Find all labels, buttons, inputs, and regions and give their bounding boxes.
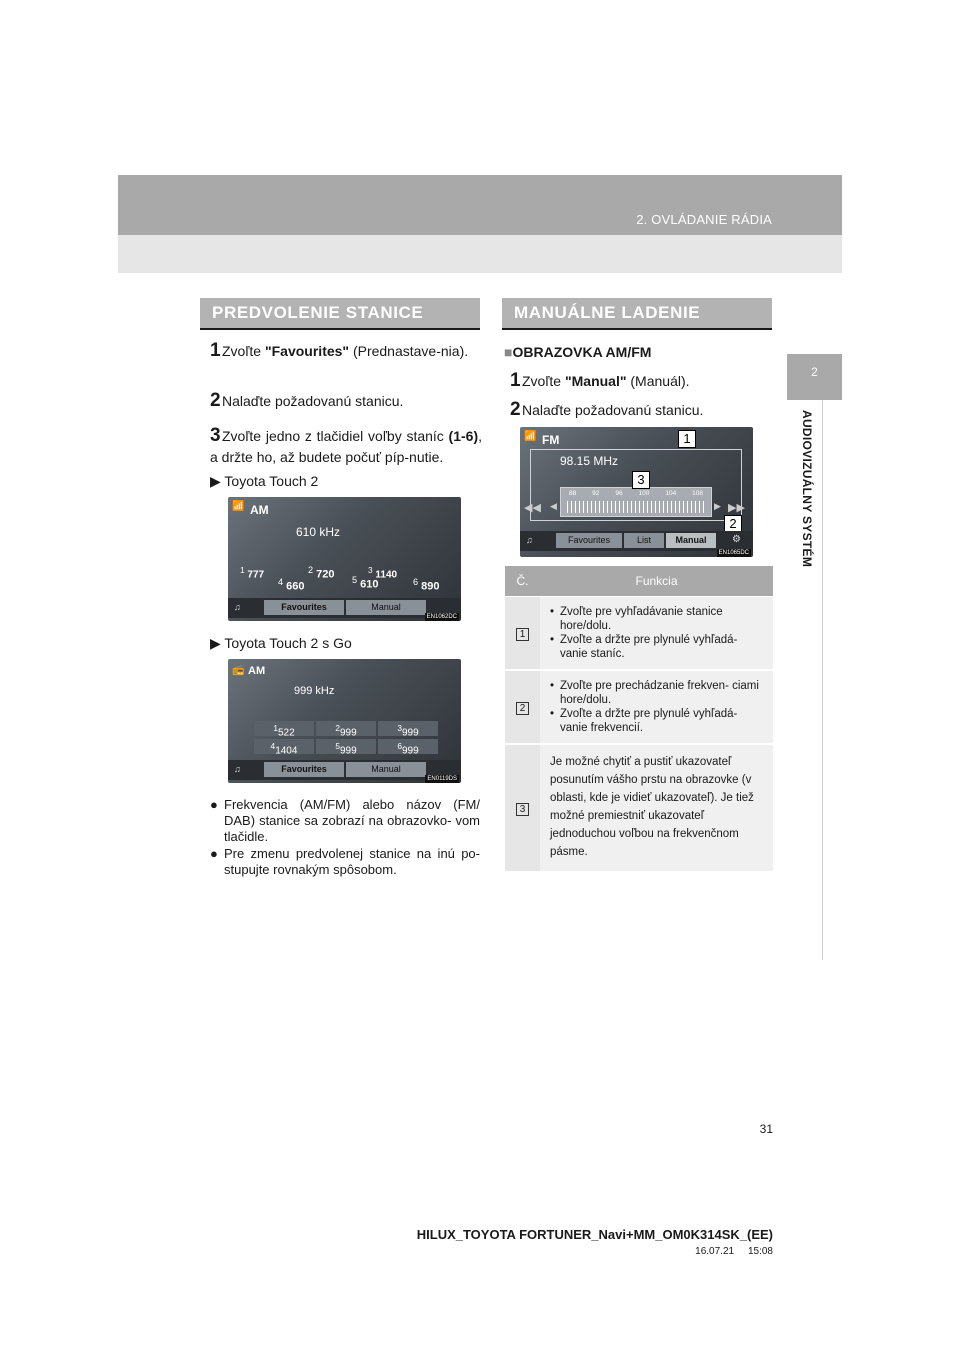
band-label: AM: [248, 665, 266, 677]
preset-1[interactable]: $^1$522: [254, 721, 314, 736]
seek-up-button[interactable]: ▶▶: [728, 502, 745, 514]
triangle-icon: ▶: [210, 635, 221, 651]
tune-up-button[interactable]: ▶: [714, 501, 721, 511]
manual-button[interactable]: Manual: [346, 762, 426, 777]
function-table: [505, 566, 773, 871]
manual-button[interactable]: Manual: [666, 533, 716, 548]
manual-step-1: 1Zvoľte "Manual" (Manuál).: [510, 370, 690, 391]
callout-3: 3: [632, 471, 650, 489]
preset-2[interactable]: $^2$ 720: [308, 565, 335, 581]
settings-icon[interactable]: ⚙: [732, 534, 741, 545]
preset-5[interactable]: $^5$999: [316, 739, 376, 754]
image-code: EN0119DS: [427, 776, 457, 782]
screenshot-touch2-go: [228, 659, 461, 783]
frequency-display: 999 kHz: [294, 685, 335, 697]
square-icon: ■: [504, 344, 513, 360]
step-number: 1: [210, 340, 221, 361]
row-description: Je možné chytiť a pustiť ukazovateľ posunutím vášho prstu na obrazovke (v oblasti, kde je vidieť ukazovateľ). Je tiež možné premiestniť ukazovateľ jednoduchou voľbou na frekvenčnom pásme.: [540, 744, 773, 871]
source-icon[interactable]: ♫: [234, 764, 241, 774]
step-2: 2Nalaďte požadovanú stanicu.: [210, 390, 404, 411]
row-number: 3: [516, 803, 529, 816]
row-number: 1: [516, 628, 529, 641]
preset-4[interactable]: $^4$1404: [254, 739, 314, 754]
screenshot-touch2: [228, 497, 461, 621]
bullet-icon: ●: [210, 797, 218, 812]
table-row: [505, 596, 773, 670]
favourites-button[interactable]: Favourites: [264, 762, 344, 777]
variant-touch2-go: ▶ Toyota Touch 2 s Go: [210, 635, 352, 651]
bullet-icon: ●: [210, 846, 218, 861]
variant-touch2: ▶ Toyota Touch 2: [210, 473, 319, 489]
preset-4[interactable]: $^4$ 660: [278, 577, 305, 593]
frequency-display: 98.15 MHz: [560, 454, 619, 468]
source-icon[interactable]: ♫: [234, 602, 241, 612]
band-label: AM: [250, 503, 269, 517]
tune-down-button[interactable]: ◀: [550, 501, 557, 511]
triangle-icon: ▶: [210, 473, 221, 489]
preset-6[interactable]: $^6$ 890: [413, 577, 440, 593]
preset-6[interactable]: $^6$999: [378, 739, 438, 754]
radio-icon: 📻: [232, 665, 245, 676]
page-number: 31: [759, 1122, 773, 1136]
source-icon[interactable]: ♫: [526, 535, 533, 545]
callout-1: 1: [678, 430, 696, 448]
callout-2: 2: [724, 515, 742, 533]
preset-3[interactable]: $^3$999: [378, 721, 438, 736]
step-1: 1Zvoľte "Favourites" (Prednastave-nia).: [210, 340, 469, 361]
favourites-button[interactable]: Favourites: [264, 600, 344, 615]
antenna-icon: 📶: [232, 501, 245, 512]
antenna-icon: 📶: [524, 431, 537, 442]
list-item: • Zvoľte pre vyhľadávanie stanice hore/dolu.: [550, 605, 723, 632]
section-title-manual: MANUÁLNE LADENIE: [502, 298, 772, 328]
bullet-frequency: ● Frekvencia (AM/FM) alebo názov (FM/ DAB) stanice sa zobrazí na obrazovko- vom tlačidle.: [210, 797, 480, 844]
preset-2[interactable]: $^2$999: [316, 721, 376, 736]
screenshot-manual-tuning: [520, 427, 753, 557]
image-code: EN1065DC: [718, 550, 749, 556]
frequency-display: 610 kHz: [296, 525, 341, 539]
chapter-number: 2: [811, 365, 818, 379]
favourites-button[interactable]: Favourites: [556, 533, 622, 548]
side-divider: [822, 400, 823, 960]
table-row: [505, 670, 773, 744]
frequency-scale[interactable]: 88 92 96 100 104 108: [560, 487, 712, 517]
band-label: FM: [542, 433, 560, 447]
seek-down-button[interactable]: ◀◀: [524, 502, 541, 514]
image-code: EN1062DC: [426, 614, 457, 620]
scale-ticks: [567, 501, 705, 513]
table-row: [505, 744, 773, 871]
chapter-title: 2. OVLÁDANIE RÁDIA: [636, 212, 772, 227]
list-button[interactable]: List: [624, 533, 664, 548]
section-rule: [200, 328, 480, 330]
row-number: 2: [516, 702, 529, 715]
table-header-number: Č.: [505, 566, 540, 596]
list-item: • Zvoľte pre prechádzanie frekven- ciami hore/dolu.: [550, 679, 759, 706]
preset-3[interactable]: $^3$ 1140: [368, 565, 398, 581]
table-header-function: Funkcia: [540, 566, 773, 596]
preset-5[interactable]: $^5$ 610: [352, 575, 379, 591]
manual-button[interactable]: Manual: [346, 600, 426, 615]
side-label: AUDIOVIZUÁLNY SYSTÉM: [800, 410, 814, 568]
section-title-preset: PREDVOLENIE STANICE: [200, 298, 480, 328]
step-3: 3Zvoľte jedno z tlačidiel voľby staníc (1-6), a držte ho, až budete počuť píp-nutie.: [210, 425, 482, 465]
manual-step-2: 2Nalaďte požadovanú stanicu.: [510, 399, 704, 420]
list-item: • Zvoľte a držte pre plynulé vyhľadá- vanie frekvencií.: [550, 707, 738, 734]
bullet-change: ● Pre zmenu predvolenej stanice na inú po- stupujte rovnakým spôsobom.: [210, 846, 480, 877]
subhead: ■OBRAZOVKA AM/FM: [504, 344, 652, 360]
section-rule: [502, 328, 772, 330]
preset-1[interactable]: $^1$ 777: [240, 565, 265, 581]
document-code: HILUX_TOYOTA FORTUNER_Navi+MM_OM0K314SK_(EE): [416, 1227, 773, 1242]
list-item: • Zvoľte a držte pre plynulé vyhľadá- vanie staníc.: [550, 633, 738, 660]
print-date: 16.07.21 15:08: [695, 1246, 773, 1257]
